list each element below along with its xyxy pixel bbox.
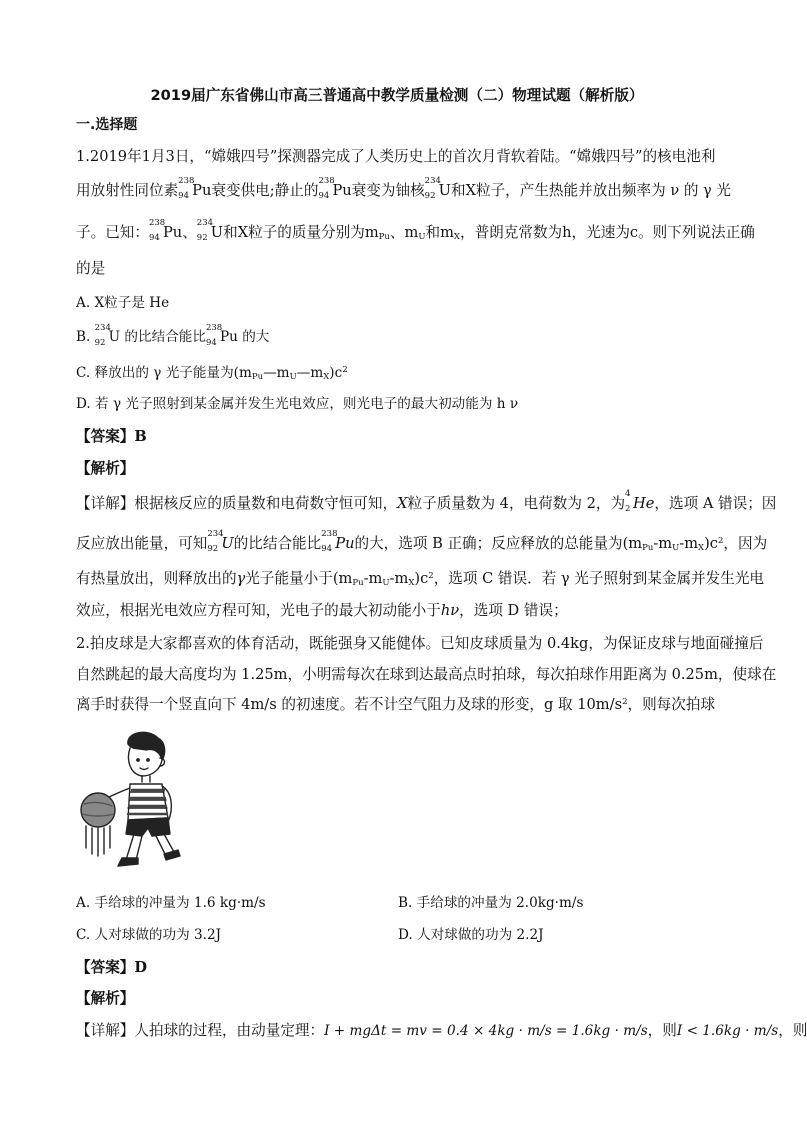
q2-detail-line-1: 【详解】人拍球的过程，由动量定理：I + mgΔt = mv = 0.4 × 4kg · m/s = 1.6kg · m/s，则I < 1.6kg · m/s，则 xyxy=(76,1022,807,1039)
q2-analysis-heading: 【解析】 xyxy=(76,990,135,1007)
q2-option-a: A. 手给球的冲量为 1.6 kg·m/s xyxy=(76,895,266,911)
q1-detail-line-1: 【详解】根据核反应的质量数和电荷数守恒可知，X粒子质量数为 4，电荷数为 2，为 4 2 He，选项 A 错误；因 xyxy=(76,489,777,514)
q2-option-c: C. 人对球做的功为 3.2J xyxy=(76,927,222,943)
q1-line-3: 子。已知： 238 94 Pu、 234 92 U和X粒子的质量分别为$m_{Pu}$、$m_U$和$m_X$，普朗克常数为h，光速为c。则下列说法正确 xyxy=(76,218,755,243)
q1-option-b: B. 234 92 U 的比结合能比 238 94 Pu 的大 xyxy=(76,323,270,348)
q2-answer: 【答案】D xyxy=(76,959,148,976)
nuclide-u-234: 234 92 xyxy=(196,218,214,243)
nuclide-u-234: 234 92 xyxy=(424,176,441,201)
q2-option-d: D. 人对球做的功为 2.2J xyxy=(398,927,544,943)
q1-line-2: 用放射性同位素 238 94 Pu衰变供电;静止的 238 94 Pu衰变为铀核 234 92 U和X粒子，产生热能并放出频率为 ν 的 γ 光 xyxy=(76,176,732,201)
q2-line-2: 自然跳起的最大高度均为 1.25m，小明需每次在球到达最高点时拍球，每次拍球作用距离为 0.25m，使球在 xyxy=(76,666,777,683)
nuclide-pu-238: 238 94 xyxy=(148,218,166,243)
q1-option-a: A. X粒子是 He xyxy=(76,295,170,311)
q1-option-d: D. 若 γ 光子照射到某金属并发生光电效应，则光电子的最大初动能为 h ν xyxy=(76,396,519,412)
boy-dribbling-ball-illustration xyxy=(76,730,194,874)
q1-detail-line-2: 反应放出能量，可知 234 92 U的比结合能比 238 94 Pu的大，选项 B 正确；反应释放的总能量为$(m_{Pu}-m_U-m_X)c^2$，因为 xyxy=(76,529,768,554)
q2-line-1: 2.拍皮球是大家都喜欢的体育活动，既能强身又能健体。已知皮球质量为 0.4kg，为保证皮球与地面碰撞后 xyxy=(76,635,764,652)
q1-line-1: 1.2019年1月3日，“嫦娥四号”探测器完成了人类历史上的首次月背软着陆。“嫦娥四号”的核电池利 xyxy=(76,148,716,165)
page-title: 2019届广东省佛山市高三普通高中教学质量检测（二）物理试题（解析版） xyxy=(150,87,644,104)
q1-analysis-heading: 【解析】 xyxy=(76,460,135,477)
boy-dribbling-ball-drawing xyxy=(76,730,194,874)
q1-answer: 【答案】B xyxy=(76,428,147,445)
q2-option-b: B. 手给球的冲量为 2.0kg·m/s xyxy=(398,895,584,911)
q1-detail-line-4: 效应，根据光电效应方程可知，光电子的最大初动能小于hν，选项 D 错误； xyxy=(76,602,568,619)
nuclide-pu-238: 238 94 xyxy=(178,176,195,201)
q1-option-c: C. 释放出的 γ 光子能量为$(m_{Pu}—m_U—m_X)c^2$ xyxy=(76,365,348,382)
section-heading: 一.选择题 xyxy=(76,117,138,133)
q1-line-4: 的是 xyxy=(76,260,106,277)
q2-line-3: 离手时获得一个竖直向下 4m/s 的初速度。若不计空气阻力及球的形变，g 取 $10m/s^2$，则每次拍球 xyxy=(76,696,716,713)
nuclide-pu-238: 238 94 xyxy=(318,176,335,201)
q1-detail-line-3: 有热量放出，则释放出的γ光子能量小于$(m_{Pu}-m_U-m_X)c^2$，选项 C 错误．若 γ 光子照射到某金属并发生光电 xyxy=(76,570,765,588)
